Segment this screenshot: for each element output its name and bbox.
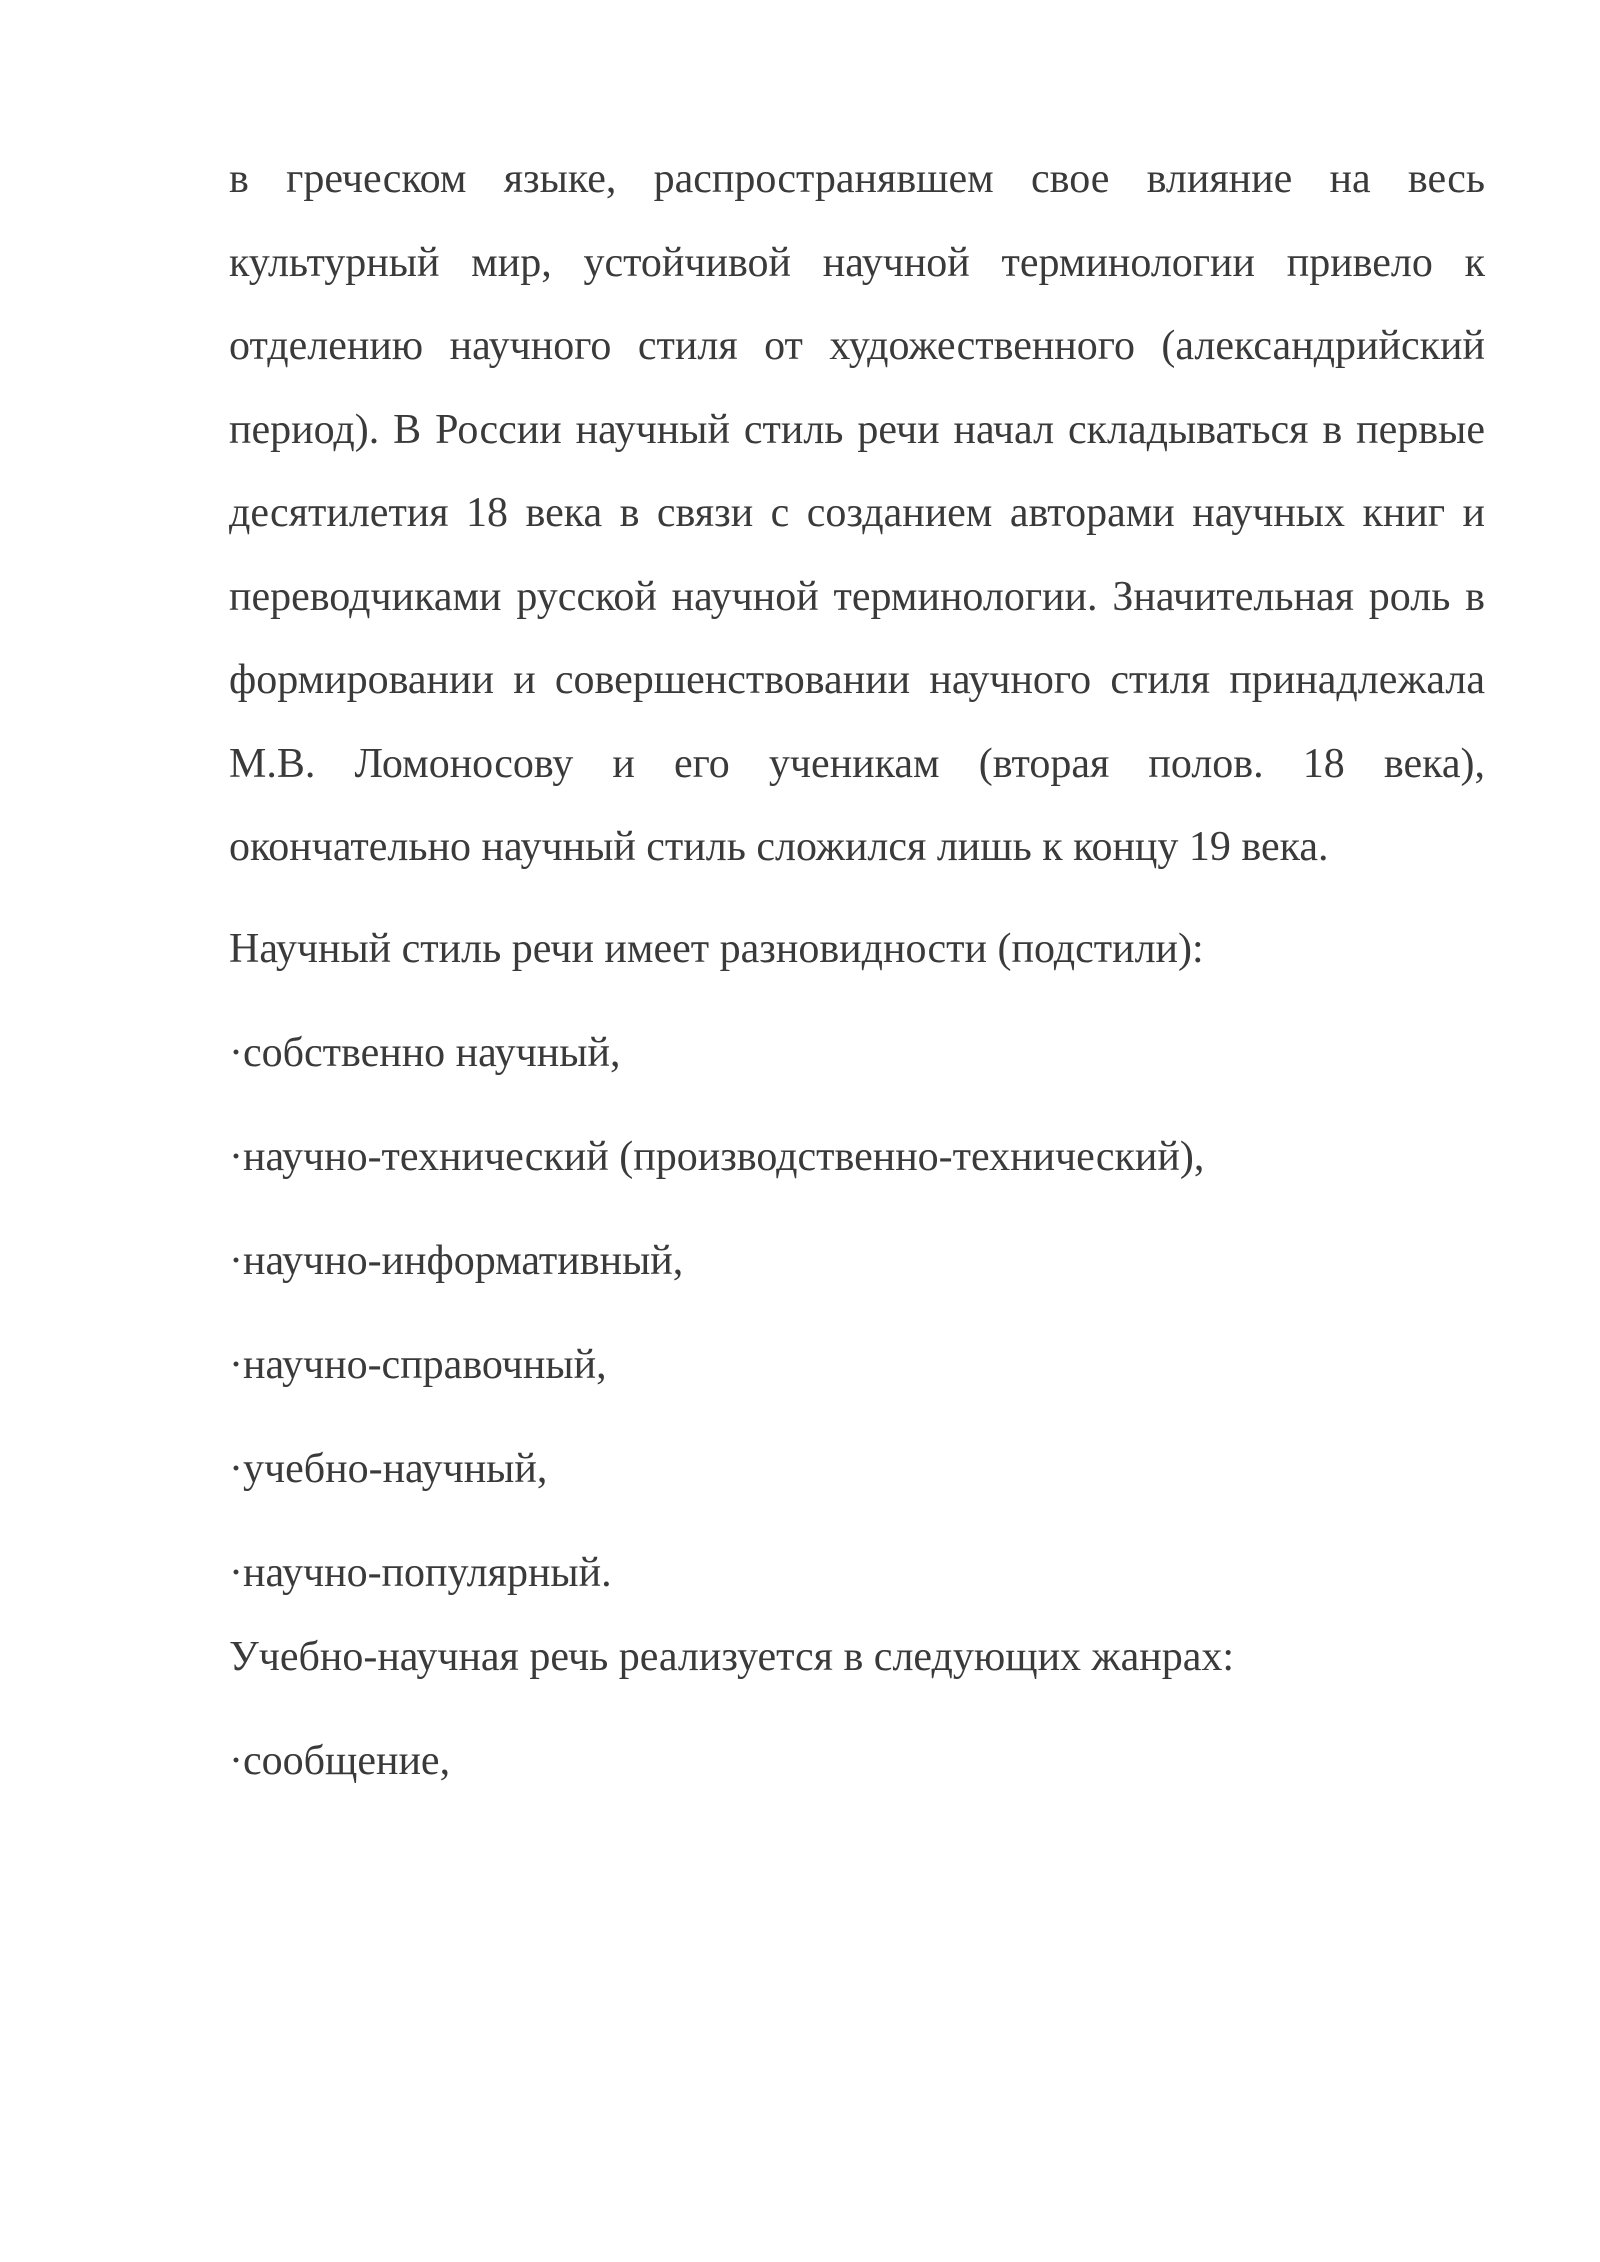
list-item: ·научно-популярный. bbox=[229, 1549, 612, 1596]
list-item: ·научно-технический (производственно-технический), bbox=[229, 1133, 1205, 1180]
page-content bbox=[229, 138, 1485, 1786]
genres-intro: Учебно-научная речь реализуется в следующих жанрах: bbox=[229, 1633, 1235, 1680]
list-item: ·учебно-научный, bbox=[229, 1445, 548, 1492]
list-item: ·сообщение, bbox=[229, 1737, 451, 1784]
list-item: ·научно-информативный, bbox=[229, 1237, 684, 1284]
substyles-intro: Научный стиль речи имеет разновидности (подстили): bbox=[229, 925, 1204, 972]
main-paragraph: в греческом языке, распространявшем свое влияние на весь культурный мир, устойчивой научной терминологии привело к отделению научного стиля от художественного (александрийский период). В России научный стиль речи начал складываться в первые десятилетия 18 века в связи с созданием авторами научных книг и переводчиками русской научной терминологии. Значительная роль в формировании и совершенствовании научного стиля принадлежала М.В. Ломоносову и его ученикам (вторая полов. 18 века), окончательно научный стиль сложился лишь к концу 19 века. bbox=[229, 156, 1485, 870]
list-item: ·научно-справочный, bbox=[229, 1341, 607, 1388]
substyles-list bbox=[229, 1028, 1485, 1598]
list-item: ·собственно научный, bbox=[229, 1029, 621, 1076]
genres-list bbox=[229, 1736, 1485, 1786]
